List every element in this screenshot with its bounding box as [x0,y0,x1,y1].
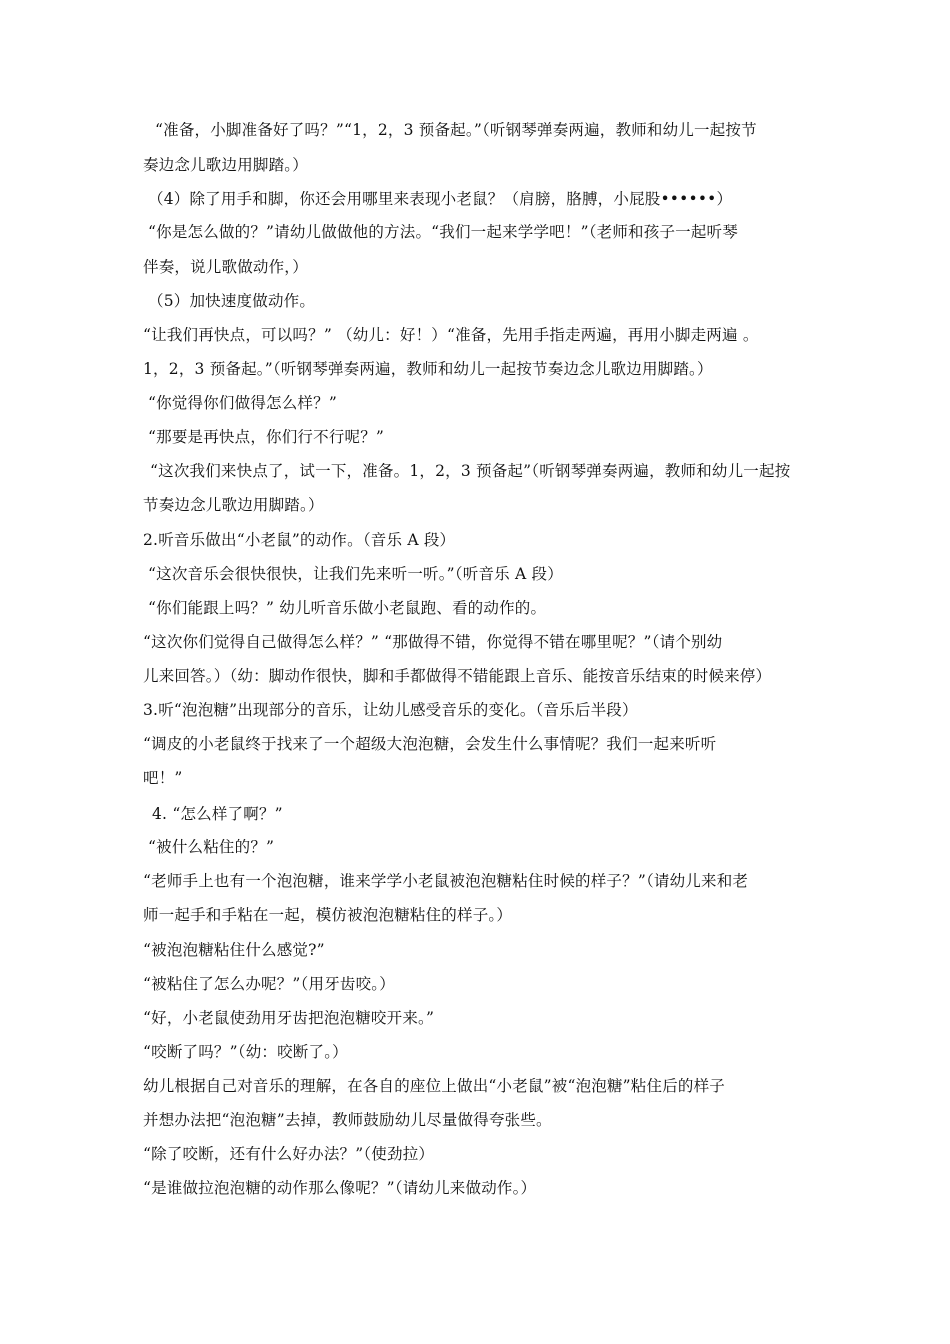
text-line: “被泡泡糖粘住什么感觉?” [143,941,325,959]
text-line: 2.听音乐做出“小老鼠”的动作。（音乐 A 段） [143,531,456,549]
text-line: “咬断了吗？”（幼：咬断了。） [143,1043,348,1061]
text-line: 吧！” [143,769,183,787]
text-line: “老师手上也有一个泡泡糖，谁来学学小老鼠被泡泡糖粘住时候的样子？”（请幼儿来和老 [143,872,749,890]
text-line: “是谁做拉泡泡糖的动作那么像呢？”（请幼儿来做动作。） [143,1179,537,1197]
text-line: “被粘住了怎么办呢？”（用牙齿咬。） [143,975,395,993]
text-line: （4）除了用手和脚，你还会用哪里来表现小老鼠？（肩膀，胳膊，小屁股••••••） [148,190,733,208]
text-line: 3.听“泡泡糖”出现部分的音乐，让幼儿感受音乐的变化。（音乐后半段） [143,701,638,719]
text-line: “这次我们来快点了，试一下，准备。1，2，3 预备起”（听钢琴弹奏两遍，教师和幼儿一起按 [150,462,791,480]
text-line: “让我们再快点，可以吗？” （幼儿：好！）“准备，先用手指走两遍，再用小脚走两遍 。 [143,326,759,344]
text-line: 儿来回答。）（幼：脚动作很快，脚和手都做得不错能跟上音乐、能按音乐结束的时候来停） [143,667,772,685]
text-line: 幼儿根据自己对音乐的理解，在各自的座位上做出“小老鼠”被“泡泡糖”粘住后的样子 [143,1077,725,1095]
text-line: “你觉得你们做得怎么样？” [148,394,337,412]
text-line: “你是怎么做的？”请幼儿做做他的方法。“我们一起来学学吧！”（老师和孩子一起听琴 [148,223,738,241]
text-line: “那要是再快点，你们行不行呢？” [148,428,385,446]
text-line: 4. “怎么样了啊？” [152,805,283,823]
text-line: 并想办法把“泡泡糖”去掉，教师鼓励幼儿尽量做得夸张些。 [143,1111,552,1129]
text-line: “调皮的小老鼠终于找来了一个超级大泡泡糖，会发生什么事情呢？我们一起来听听 [143,735,717,753]
text-line: “好，小老鼠使劲用牙齿把泡泡糖咬开来。” [143,1009,435,1027]
text-line: 伴奏，说儿歌做动作，） [143,258,308,276]
text-line: “你们能跟上吗？” 幼儿听音乐做小老鼠跑、看的动作的。 [148,599,547,617]
text-line: （5）加快速度做动作。 [148,292,316,310]
text-line: “除了咬断，还有什么好办法？”（使劲拉） [143,1145,435,1163]
text-line: “被什么粘住的？” [148,838,275,856]
text-line: 节奏边念儿歌边用脚踏。） [143,496,324,514]
text-line: “这次音乐会很快很快，让我们先来听一听。”（听音乐 A 段） [148,565,563,583]
text-line: “准备，小脚准备好了吗？”“1，2，3 预备起。”（听钢琴弹奏两遍，教师和幼儿一起按节 [155,121,757,139]
text-line: 奏边念儿歌边用脚踏。） [143,156,308,174]
text-line: “这次你们觉得自己做得怎么样？” “那做得不错，你觉得不错在哪里呢？”（请个别幼 [143,633,723,651]
text-line: 师一起手和手粘在一起，模仿被泡泡糖粘住的样子。） [143,906,513,924]
text-line: 1，2，3 预备起。”（听钢琴弹奏两遍，教师和幼儿一起按节奏边念儿歌边用脚踏。） [143,360,713,378]
